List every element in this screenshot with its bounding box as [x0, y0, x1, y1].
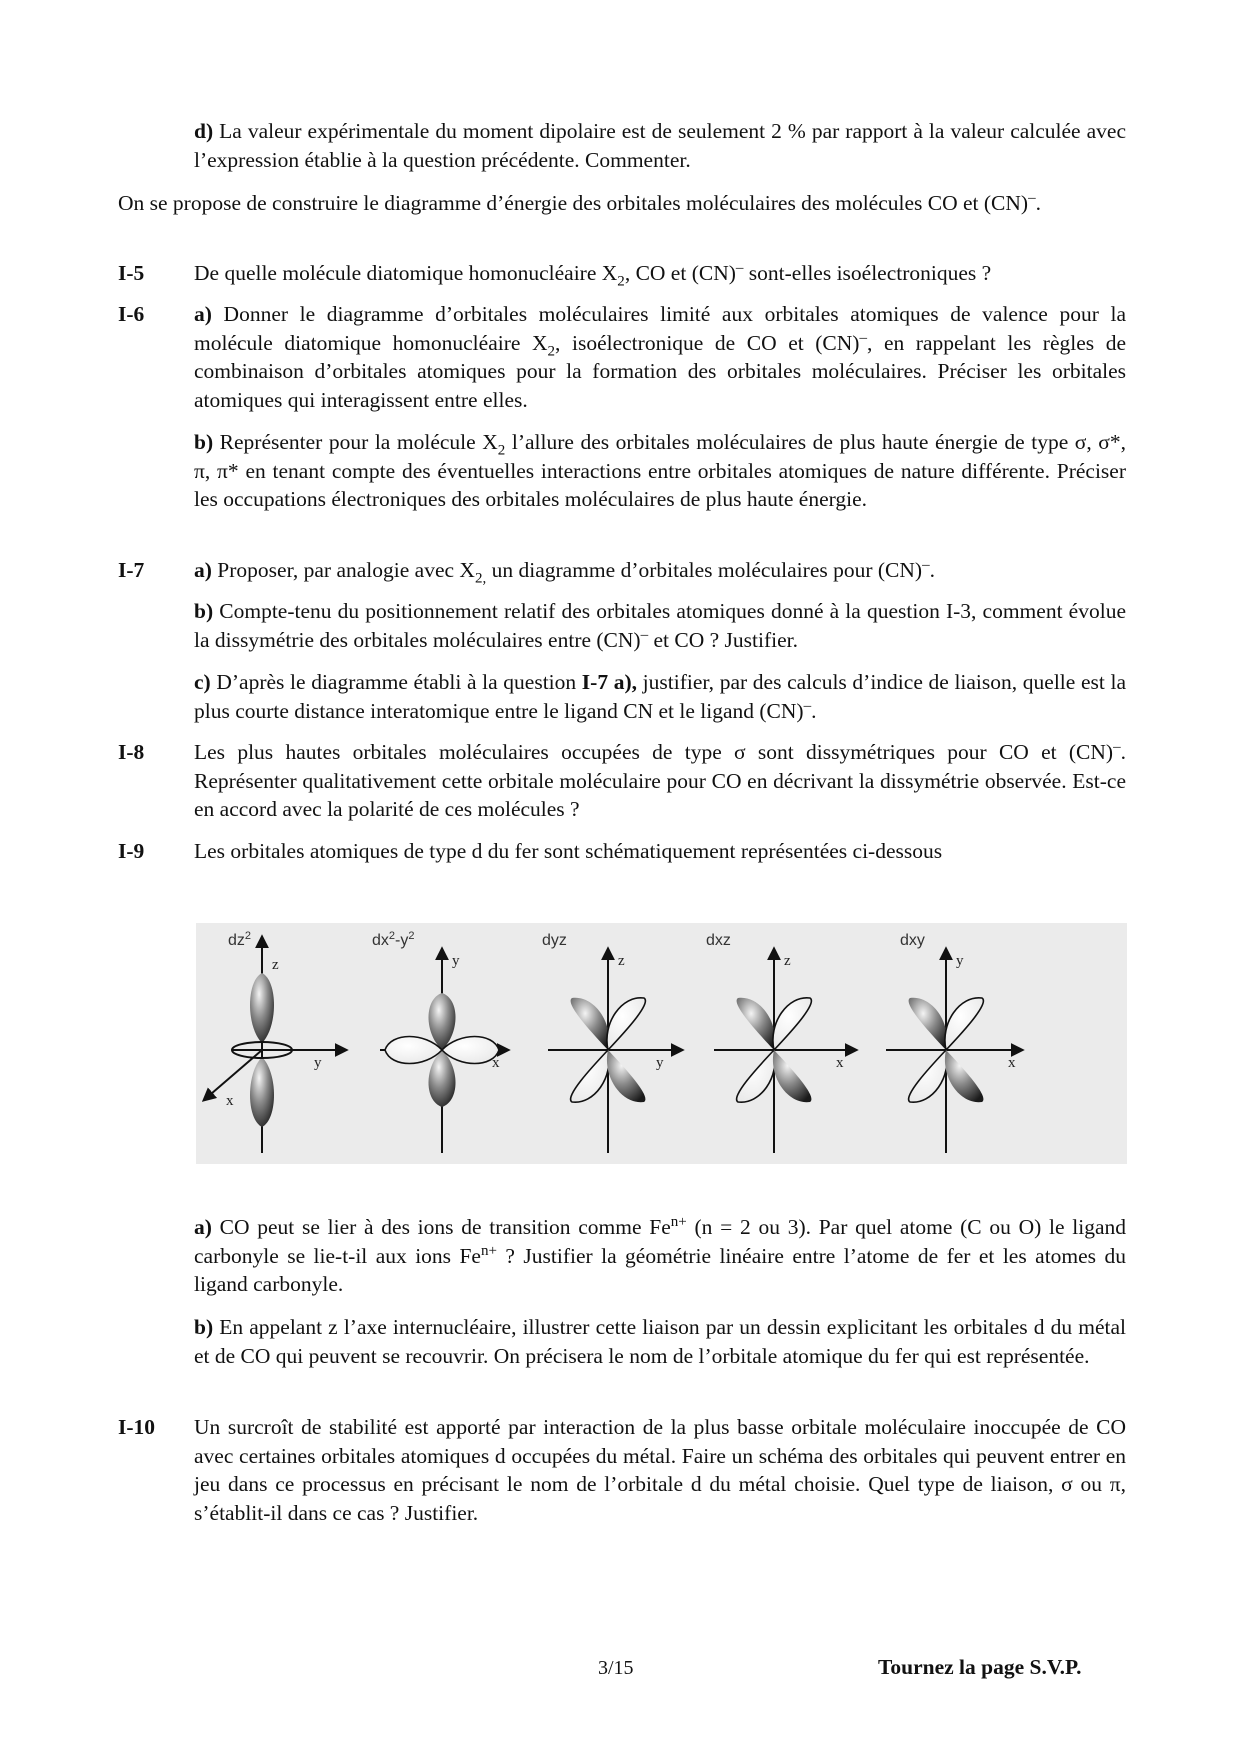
- dz2-label-x: x: [226, 1093, 234, 1109]
- q5-part-c: sont-elles isoélectroniques ?: [743, 261, 992, 285]
- question-d-text: La valeur expérimentale du moment dipolaire est de seulement 2 % par rapport à la valeur calculée avec l’expression établie à la question précédente. Commenter.: [194, 119, 1126, 172]
- question-i9b-text: [194, 1313, 1126, 1370]
- dxy-lobe-1: [909, 998, 947, 1050]
- q7c-label: c): [194, 670, 211, 694]
- dxy-title: dxy: [900, 932, 925, 949]
- d-orbitals-figure: [196, 923, 1127, 1164]
- q6b-subscript: 2: [497, 442, 506, 459]
- q7c-part-2: justifier, par des calculs d’indice de liaison, quelle est la plus courte distance interatomique entre le ligand CN et le ligand (CN): [194, 670, 1127, 723]
- q7c-reference: I-7 a),: [581, 670, 638, 694]
- dz2-label-z: z: [272, 957, 279, 973]
- dx2y2-label-x: x: [492, 1055, 500, 1071]
- dxy-lobe-2: [945, 998, 983, 1050]
- dxy-lobe-3: [909, 1050, 947, 1102]
- dz2-label-y: y: [314, 1055, 322, 1071]
- q6a-superscript: –: [859, 329, 867, 346]
- dx2y2-lobe-right: [442, 1037, 499, 1064]
- dx2y2-lobe-bottom: [429, 1050, 456, 1107]
- q9a-superscript-1: n+: [670, 1213, 687, 1230]
- q7a-part-1: Proposer, par analogie avec X: [211, 558, 475, 582]
- question-number-i9: I-9: [118, 839, 145, 863]
- page-number: 3/15: [598, 1657, 634, 1679]
- dx2y2-label-y: y: [452, 953, 460, 969]
- q9a-part-3: ? Justifier la géométrie linéaire entre l’atome de fer et les atomes du ligand carbonyle.: [194, 1243, 1126, 1296]
- intro-text: On se propose de construire le diagramme d’énergie des orbitales moléculaires des molécules CO et (CN): [118, 191, 1029, 215]
- question-number-i5: I-5: [118, 261, 145, 285]
- q7c-part-3: .: [811, 698, 817, 723]
- dyz-lobe-2: [607, 998, 645, 1050]
- dz2-lobe-top: [250, 973, 274, 1043]
- question-i9a-text: [194, 1213, 1126, 1299]
- q8-part-1: Les plus hautes orbitales moléculaires occupées de type σ sont dissymétriques pour CO et (CN): [194, 740, 1114, 764]
- q9a-label: a): [194, 1215, 212, 1239]
- q7c-part-1: D’après le diagramme établi à la question: [210, 670, 582, 694]
- question-i5-text: [194, 259, 1126, 288]
- dxz-lobe-4: [773, 1050, 811, 1102]
- q7a-label: a): [194, 558, 212, 582]
- q6a-label: a): [194, 302, 212, 326]
- q5-subscript: 2: [617, 273, 625, 290]
- dxz-lobe-1: [737, 998, 775, 1050]
- question-i7c-text: [194, 668, 1126, 725]
- question-i6a-text: [194, 300, 1126, 414]
- question-number-i10: I-10: [118, 1415, 156, 1439]
- dx2y2-title: $dx^2-y^2$: [372, 930, 415, 949]
- q8-superscript: –: [1113, 738, 1121, 755]
- q7a-part-3: .: [929, 558, 935, 582]
- turn-page-note: Tournez la page S.V.P.: [878, 1655, 1082, 1679]
- question-i8-text: [194, 738, 1126, 824]
- dxy-label-x: x: [1008, 1055, 1016, 1071]
- dx2y2-lobe-left: [385, 1037, 442, 1064]
- question-d-paragraph: [194, 117, 1126, 174]
- question-i7b-text: [194, 597, 1126, 654]
- q7c-superscript: –: [803, 697, 812, 714]
- q7b-part-2: et CO ? Justifier.: [648, 627, 798, 652]
- q9a-part-2: (n = 2 ou 3). Par quel atome (C ou O) le ligand carbonyle se lie-t-il aux ions Fe: [194, 1215, 1126, 1268]
- orbital-dz2: [204, 930, 346, 1153]
- q6a-subscript: 2: [547, 342, 556, 359]
- dyz-lobe-4: [607, 1050, 645, 1102]
- question-number-i7: I-7: [118, 558, 145, 582]
- q7b-label: b): [194, 599, 214, 623]
- dyz-label-y: y: [656, 1055, 664, 1071]
- q6a-part-2: , isoélectronique de CO et (CN): [555, 330, 860, 355]
- orbital-dxy: [886, 932, 1022, 1153]
- dxz-label-z: z: [784, 953, 791, 969]
- question-i7a-text: [194, 556, 1126, 585]
- q5-part-b: , CO et (CN): [624, 261, 736, 285]
- dyz-label-z: z: [618, 953, 625, 969]
- orbital-dyz: [542, 932, 682, 1153]
- q9a-part-1: CO peut se lier à des ions de transition comme Fe: [211, 1215, 671, 1239]
- q7a-part-2: un diagramme d’orbitales moléculaires pour (CN): [486, 558, 923, 582]
- question-d-label: d): [194, 119, 214, 143]
- orbital-dx2-y2: [372, 930, 508, 1153]
- dz2-lobe-bottom: [250, 1057, 274, 1127]
- question-i9-text: Les orbitales atomiques de type d du fer sont schématiquement représentées ci-dessous: [194, 839, 943, 863]
- intro-superscript: –: [1028, 189, 1036, 206]
- question-i6b-text: [194, 428, 1126, 514]
- q7a-superscript: –: [922, 556, 930, 573]
- dxz-label-x: x: [836, 1055, 844, 1071]
- dxy-label-y: y: [956, 953, 964, 969]
- dxz-title: dxz: [706, 932, 731, 949]
- q7a-subscript: 2,: [474, 570, 487, 587]
- intro-end: .: [1035, 191, 1041, 215]
- dxz-lobe-2: [773, 998, 811, 1050]
- question-i10-text: Un surcroît de stabilité est apporté par interaction de la plus basse orbitale moléculaire inoccupée de CO avec certaines orbitales atomiques d occupées du métal. Faire un schéma des orbitales qui peuvent entrer en jeu dans ce processus en précisant le nom de l’orbitale d du métal choisie. Quel type de liaison, σ ou π, s’établit-il dans ce cas ? Justifier.: [194, 1415, 1126, 1525]
- q6b-part-2: l’allure des orbitales moléculaires de plus haute énergie de type σ, σ*, π, π* en tenant compte des éventuelles interactions entre orbitales atomiques de nature différente. Préciser les occupations électroniques des orbitales moléculaires de plus haute énergie.: [194, 430, 1127, 511]
- q9b-label: b): [194, 1315, 214, 1339]
- dx2y2-lobe-top: [429, 993, 456, 1050]
- dyz-lobe-1: [571, 998, 609, 1050]
- d-orbitals-svg: [196, 923, 1127, 1164]
- question-number-i6: I-6: [118, 302, 145, 326]
- dyz-lobe-3: [571, 1050, 609, 1102]
- q5-superscript: –: [735, 259, 744, 276]
- q6a-part-1: Donner le diagramme d’orbitales moléculaires limité aux orbitales atomiques de valence pour la molécule diatomique homonucléaire X: [194, 302, 1126, 355]
- q6b-part-1: Représenter pour la molécule X: [213, 430, 498, 454]
- q9a-superscript-2: n+: [480, 1242, 497, 1259]
- q6b-label: b): [194, 430, 214, 454]
- intro-paragraph: [118, 189, 1126, 218]
- q9b-part-1: En appelant z l’axe internucléaire, illustrer cette liaison par un dessin explicitant les orbitales d du métal et de CO qui peuvent se recouvrir. On précisera le nom de l’orbitale atomique du fer qui est représentée.: [194, 1315, 1126, 1368]
- dyz-title: dyz: [542, 932, 567, 949]
- dxy-lobe-4: [945, 1050, 983, 1102]
- question-number-i8: I-8: [118, 740, 145, 764]
- q7b-superscript: –: [640, 626, 649, 643]
- orbital-dxz: [706, 932, 856, 1153]
- q6a-part-3: , en rappelant les règles de combinaison d’orbitales atomiques pour la formation des orbitales moléculaires. Préciser les orbitales atomiques qui interagissent entre elles.: [194, 330, 1127, 412]
- dxz-lobe-3: [737, 1050, 775, 1102]
- q7b-part-1: Compte-tenu du positionnement relatif des orbitales atomiques donné à la question I-3, comment évolue la dissymétrie des orbitales moléculaires entre (CN): [194, 599, 1126, 652]
- q5-part-a: De quelle molécule diatomique homonucléaire X: [194, 261, 618, 285]
- q8-part-2: . Représenter qualitativement cette orbitale moléculaire pour CO en décrivant la dissymétrie observée. Est-ce en accord avec la polarité de ces molécules ?: [194, 740, 1126, 821]
- dz2-title: $dz^2$: [228, 930, 252, 949]
